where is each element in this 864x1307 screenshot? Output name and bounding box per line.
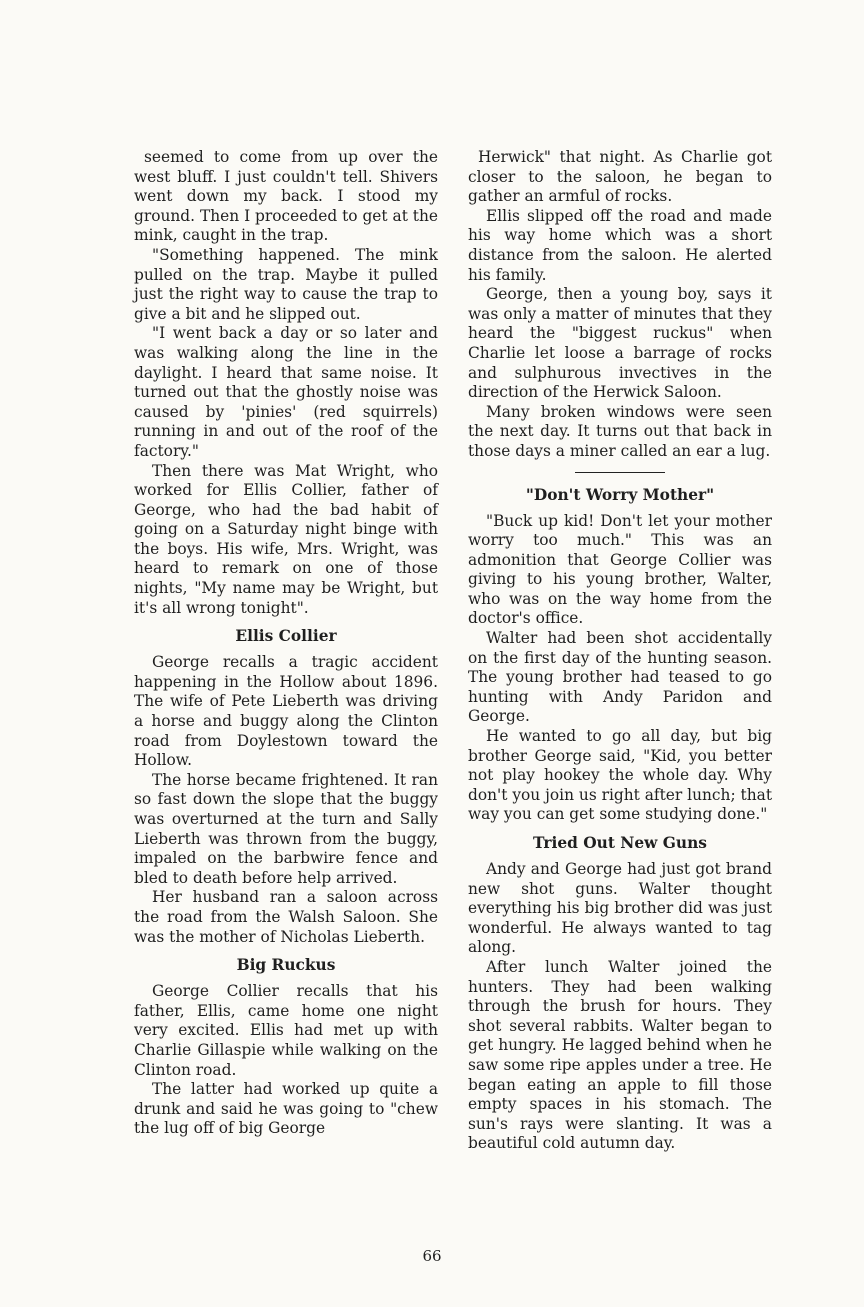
paragraph: The horse became frightened. It ran so fast down the slope that the buggy was overturned at the turn and Sally Lieberth was thrown from the buggy, impaled on the barbwire fence and bled to death before help arrived. [134, 770, 438, 887]
page-number: 66 [422, 1247, 442, 1265]
section-heading: Ellis Collier [235, 627, 337, 646]
paragraph: "Buck up kid! Don't let your mother worry too much." This was an admonition that George Collier was giving to his young brother, Walter, who was on the way home from the doctor's office. [468, 511, 772, 628]
section-heading: Tried Out New Guns [533, 834, 707, 852]
left-column [134, 148, 438, 1139]
paragraph: Walter had been shot accidentally on the first day of the hunting season. The young brother had teased to go hunting with Andy Paridon and George. [468, 629, 772, 726]
section-heading: "Don't Worry Mother" [525, 485, 715, 504]
paragraph: George, then a young boy, says it was only a matter of minutes that they heard the "biggest ruckus" when Charlie let loose a barrage of rocks and sulphurous invectives in the direction of the Herwick Saloon. [468, 285, 772, 402]
paragraph: George Collier recalls that his father, Ellis, came home one night very excited. Ellis had met up with Charlie Gillaspie while walking on the Clinton road. [134, 982, 438, 1079]
paragraph: seemed to come from up over the west bluff. I just couldn't tell. Shivers went down my back. I stood my ground. Then I proceeded to get at the mink, caught in the trap. [134, 148, 438, 245]
paragraph: "Something happened. The mink pulled on the trap. Maybe it pulled just the right way to cause the trap to give a bit and he slipped out. [134, 245, 438, 323]
paragraph: Herwick" that night. As Charlie got closer to the saloon, he began to gather an armful of rocks. [468, 148, 772, 206]
paragraph: After lunch Walter joined the hunters. They had been walking through the brush for hours. They shot several rabbits. Walter began to get hungry. He lagged behind when he saw some ripe apples under a tree. He began eating an apple to fill those empty spaces in his stomach. The sun's rays were slanting. It was a beautiful cold autumn day. [468, 957, 772, 1153]
paragraph: He wanted to go all day, but big brother George said, "Kid, you better not play hookey the whole day. Why don't you join us right after lunch; that way you can get some studying done." [468, 727, 772, 824]
right-column [468, 148, 772, 1154]
paragraph: Then there was Mat Wright, who worked for Ellis Collier, father of George, who had the bad habit of going on a Saturday night binge with the boys. His wife, Mrs. Wright, was heard to remark on one of those nights, "My name may be Wright, but it's all wrong tonight". [134, 461, 438, 617]
paragraph: Many broken windows were seen the next day. It turns out that back in those days a miner called an ear a lug. [468, 402, 772, 460]
section-divider [575, 472, 665, 473]
paragraph: "I went back a day or so later and was walking along the line in the daylight. I heard that same noise. It turned out that the ghostly noise was caused by 'pinies' (red squirrels) running in and out of the roof of the factory." [134, 324, 438, 460]
paragraph: George recalls a tragic accident happening in the Hollow about 1896. The wife of Pete Lieberth was driving a horse and buggy along the Clinton road from Doylestown toward the Hollow. [134, 653, 438, 770]
paragraph: Her husband ran a saloon across the road from the Walsh Saloon. She was the mother of Nicholas Lieberth. [134, 888, 438, 946]
paragraph: The latter had worked up quite a drunk and said he was going to "chew the lug off of big George [134, 1080, 438, 1138]
section-heading: Big Ruckus [236, 956, 336, 975]
paragraph: Ellis slipped off the road and made his way home which was a short distance from the saloon. He alerted his family. [468, 206, 772, 284]
paragraph: Andy and George had just got brand new shot guns. Walter thought everything his big brother did was just wonderful. He always wanted to tag along. [468, 860, 772, 957]
